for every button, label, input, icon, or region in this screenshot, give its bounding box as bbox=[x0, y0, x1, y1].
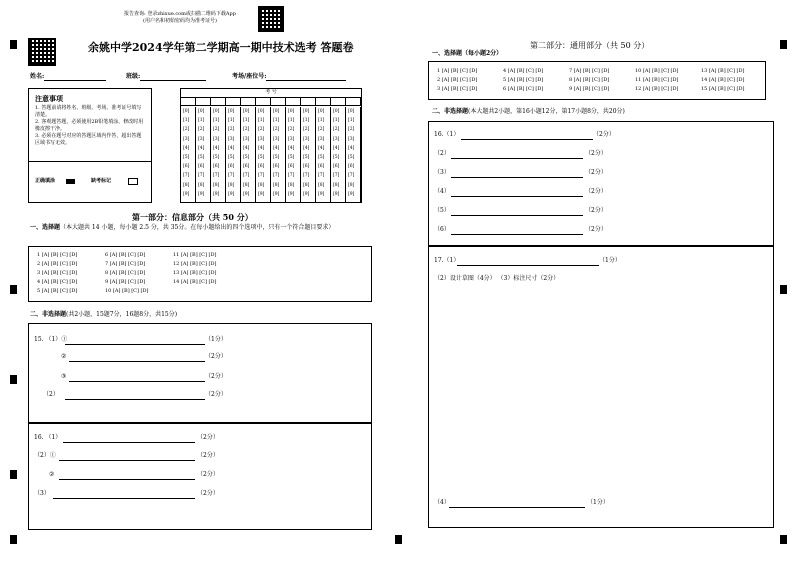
exam-number-grid[interactable] bbox=[180, 88, 362, 203]
name-field[interactable]: 姓名: bbox=[30, 73, 106, 81]
exam-digit-bubble[interactable]: [1] bbox=[333, 118, 340, 124]
exam-digit-bubble[interactable]: [8] bbox=[228, 182, 235, 188]
exam-digit-bubble[interactable]: [7] bbox=[228, 173, 235, 179]
exam-digit-column[interactable] bbox=[348, 107, 354, 199]
exam-digit-bubble[interactable]: [6] bbox=[183, 164, 190, 170]
p2-q16-answer-area[interactable] bbox=[428, 121, 774, 246]
exam-digit-bubble[interactable]: [8] bbox=[243, 182, 250, 188]
q15-answer-area[interactable] bbox=[28, 323, 372, 423]
choice-item[interactable]: 8 [A] [B] [C] [D] bbox=[569, 77, 610, 83]
part1-title: 第一部分：信息部分（共 50 分） bbox=[132, 212, 253, 222]
q16-1-label: 16. （1） bbox=[34, 434, 62, 441]
choice-item[interactable]: 12 [A] [B] [C] [D] bbox=[173, 261, 217, 267]
exam-digit-bubble[interactable]: [9] bbox=[213, 191, 220, 197]
choice-item[interactable]: 14 [A] [B] [C] [D] bbox=[701, 77, 745, 83]
exam-digit-bubble[interactable]: [0] bbox=[333, 109, 340, 114]
exam-digit-column[interactable] bbox=[228, 107, 234, 199]
q15-3-score: （2分） bbox=[205, 373, 227, 380]
choice-item[interactable]: 6 [A] [B] [C] [D] bbox=[503, 86, 544, 92]
choice-item[interactable]: 10 [A] [B] [C] [D] bbox=[105, 288, 149, 294]
exam-digit-bubble[interactable]: [5] bbox=[258, 155, 265, 161]
q16-2-line[interactable] bbox=[59, 460, 195, 461]
exam-digit-bubble[interactable]: [5] bbox=[228, 155, 235, 161]
exam-digit-bubble[interactable]: [9] bbox=[183, 191, 190, 197]
exam-number-label: 考 号 bbox=[181, 89, 361, 98]
exam-digit-bubble[interactable]: [7] bbox=[258, 173, 265, 179]
exam-digit-bubble[interactable]: [9] bbox=[348, 191, 355, 197]
exam-digit-bubble[interactable]: [1] bbox=[213, 118, 220, 124]
exam-digit-bubble[interactable]: [2] bbox=[243, 127, 250, 133]
choice-item[interactable]: 12 [A] [B] [C] [D] bbox=[635, 86, 679, 92]
exam-digit-bubble[interactable]: [4] bbox=[243, 145, 250, 151]
exam-digit-bubble[interactable]: [4] bbox=[198, 145, 205, 151]
q15-2-label: ② bbox=[61, 353, 67, 360]
exam-digit-bubble[interactable]: [2] bbox=[213, 127, 220, 133]
exam-digit-bubble[interactable]: [1] bbox=[318, 118, 325, 124]
exam-digit-bubble[interactable]: [4] bbox=[213, 145, 220, 151]
exam-digit-bubble[interactable]: [1] bbox=[228, 118, 235, 124]
exam-digit-bubble[interactable]: [6] bbox=[318, 164, 325, 170]
p2-q16-label: （3） bbox=[434, 169, 450, 176]
exam-digit-bubble[interactable]: [2] bbox=[333, 127, 340, 133]
exam-digit-bubble[interactable]: [2] bbox=[228, 127, 235, 133]
exam-digit-bubble[interactable]: [4] bbox=[183, 145, 190, 151]
p2-q16-score: （2分） bbox=[585, 188, 607, 195]
exam-digit-bubble[interactable]: [7] bbox=[183, 173, 190, 179]
exam-digit-bubble[interactable]: [5] bbox=[333, 155, 340, 161]
p2-q16-line[interactable] bbox=[451, 158, 583, 159]
exam-digit-column[interactable] bbox=[288, 107, 294, 199]
exam-digit-bubble[interactable]: [2] bbox=[273, 127, 280, 133]
exam-digit-bubble[interactable]: [1] bbox=[288, 118, 295, 124]
exam-digit-bubble[interactable]: [3] bbox=[303, 136, 310, 142]
correct-fill-label: 正确填涂 bbox=[35, 178, 56, 184]
p2-q16-line[interactable] bbox=[451, 234, 583, 235]
exam-digit-bubble[interactable]: [8] bbox=[258, 182, 265, 188]
exam-digit-bubble[interactable]: [2] bbox=[288, 127, 295, 133]
choice-item[interactable]: 8 [A] [B] [C] [D] bbox=[105, 270, 146, 276]
exam-digit-bubble[interactable]: [9] bbox=[198, 191, 205, 197]
timing-mark bbox=[10, 375, 17, 384]
choice-item[interactable]: 1 [A] [B] [C] [D] bbox=[437, 68, 478, 74]
exam-digit-bubble[interactable]: [8] bbox=[183, 182, 190, 188]
exam-digit-bubble[interactable]: [5] bbox=[273, 155, 280, 161]
exam-digit-bubble[interactable]: [5] bbox=[348, 155, 355, 161]
exam-digit-bubble[interactable]: [7] bbox=[318, 173, 325, 179]
p2-q16-label: （2） bbox=[434, 150, 450, 157]
choice-item[interactable]: 2 [A] [B] [C] [D] bbox=[37, 261, 78, 267]
q15-3-line[interactable] bbox=[69, 381, 205, 382]
exam-digit-column[interactable] bbox=[273, 107, 279, 199]
choice-item[interactable]: 7 [A] [B] [C] [D] bbox=[105, 261, 146, 267]
q15-2-score: （2分） bbox=[205, 353, 227, 360]
part2-nonchoice-title: 二、非选择题(本大题共2小题，第16小题12分，第17小题8分，共20分) bbox=[432, 108, 625, 115]
exam-digit-bubble[interactable]: [5] bbox=[288, 155, 295, 161]
choice-item[interactable]: 4 [A] [B] [C] [D] bbox=[503, 68, 544, 74]
q16-4-label: （3） bbox=[34, 490, 50, 497]
exam-digit-bubble[interactable]: [7] bbox=[303, 173, 310, 179]
exam-digit-bubble[interactable]: [3] bbox=[348, 136, 355, 142]
exam-digit-column[interactable] bbox=[258, 107, 264, 199]
timing-mark bbox=[780, 285, 787, 294]
exam-digit-bubble[interactable]: [6] bbox=[333, 164, 340, 170]
choice-item[interactable]: 11 [A] [B] [C] [D] bbox=[173, 252, 217, 258]
q16-1-score: （2分） bbox=[197, 434, 219, 441]
notice-list: 1. 答题前请将姓名、班级、考场、准考证号填写清楚。 2. 客观题答题，必须使用2B铅笔填涂，修改时用橡皮擦干净。 3. 必须在题号对应的答题区域内作答，超出答题区域书写无效。 bbox=[35, 105, 144, 146]
notice-box bbox=[28, 88, 152, 203]
exam-digit-bubble[interactable]: [7] bbox=[243, 173, 250, 179]
exam-digit-bubble[interactable]: [1] bbox=[258, 118, 265, 124]
q16-3-line[interactable] bbox=[59, 479, 195, 480]
absent-label: 缺考标记 bbox=[91, 178, 112, 184]
q17-1-line[interactable] bbox=[457, 265, 599, 266]
part2-title: 第二部分：通用部分（共 50 分） bbox=[530, 41, 650, 50]
exam-digit-bubble[interactable]: [9] bbox=[273, 191, 280, 197]
p2-q16-line[interactable] bbox=[451, 215, 583, 216]
exam-digit-bubble[interactable]: [8] bbox=[333, 182, 340, 188]
part1-choice-area[interactable] bbox=[28, 246, 372, 302]
exam-digit-bubble[interactable]: [1] bbox=[198, 118, 205, 124]
exam-digit-bubble[interactable]: [7] bbox=[333, 173, 340, 179]
exam-digit-bubble[interactable]: [7] bbox=[198, 173, 205, 179]
room-field[interactable]: 考场/座位号: bbox=[232, 73, 346, 81]
p2-q17-answer-area[interactable] bbox=[428, 246, 774, 528]
exam-digit-bubble[interactable]: [6] bbox=[258, 164, 265, 170]
exam-digit-bubble[interactable]: [8] bbox=[273, 182, 280, 188]
exam-digit-bubble[interactable]: [8] bbox=[198, 182, 205, 188]
exam-digit-bubble[interactable]: [0] bbox=[228, 109, 235, 114]
choice-item[interactable]: 2 [A] [B] [C] [D] bbox=[437, 77, 478, 83]
p2-q16-score: （2分） bbox=[585, 169, 607, 176]
exam-digit-column[interactable] bbox=[243, 107, 249, 199]
exam-digit-bubble[interactable]: [1] bbox=[303, 118, 310, 124]
exam-digit-bubble[interactable]: [2] bbox=[183, 127, 190, 133]
exam-digit-bubble[interactable]: [2] bbox=[198, 127, 205, 133]
exam-digit-bubble[interactable]: [4] bbox=[288, 145, 295, 151]
timing-mark bbox=[10, 40, 17, 49]
part1-nonchoice-title: 二、非选择题(共2小题，15题7分，16题8分，共15分) bbox=[30, 311, 178, 318]
exam-digit-bubble[interactable]: [0] bbox=[288, 109, 295, 114]
exam-digit-bubble[interactable]: [2] bbox=[318, 127, 325, 133]
p2-q16-score: （2分） bbox=[585, 150, 607, 157]
q16-2-label: （2）① bbox=[34, 452, 56, 459]
exam-digit-bubble[interactable]: [7] bbox=[273, 173, 280, 179]
timing-mark bbox=[395, 535, 402, 544]
p2-q16-score: （2分） bbox=[585, 207, 607, 214]
exam-digit-bubble[interactable]: [3] bbox=[198, 136, 205, 142]
timing-mark bbox=[10, 535, 17, 544]
exam-digit-column[interactable] bbox=[213, 107, 219, 199]
exam-digit-bubble[interactable]: [4] bbox=[228, 145, 235, 151]
q17-4-label: （4） bbox=[434, 499, 450, 506]
exam-digit-bubble[interactable]: [3] bbox=[333, 136, 340, 142]
p2-q16-label: （4） bbox=[434, 188, 450, 195]
choice-item[interactable]: 5 [A] [B] [C] [D] bbox=[503, 77, 544, 83]
choice-item[interactable]: 9 [A] [B] [C] [D] bbox=[569, 86, 610, 92]
part2-choice-area[interactable] bbox=[428, 61, 766, 100]
q16-4-line[interactable] bbox=[53, 498, 195, 499]
exam-digit-bubble[interactable]: [5] bbox=[198, 155, 205, 161]
q15-1-score: （1分） bbox=[205, 336, 227, 343]
timing-mark bbox=[10, 285, 17, 294]
exam-digit-bubble[interactable]: [0] bbox=[348, 109, 355, 114]
exam-digit-bubble[interactable]: [3] bbox=[288, 136, 295, 142]
exam-digit-bubble[interactable]: [8] bbox=[348, 182, 355, 188]
exam-digit-bubble[interactable]: [6] bbox=[288, 164, 295, 170]
exam-digit-bubble[interactable]: [5] bbox=[303, 155, 310, 161]
choice-item[interactable]: 11 [A] [B] [C] [D] bbox=[635, 77, 679, 83]
choice-item[interactable]: 7 [A] [B] [C] [D] bbox=[569, 68, 610, 74]
exam-digit-bubble[interactable]: [3] bbox=[183, 136, 190, 142]
q17-1-label: 17.（1） bbox=[434, 257, 460, 264]
p2-q16-line[interactable] bbox=[461, 139, 593, 140]
exam-digit-bubble[interactable]: [0] bbox=[303, 109, 310, 114]
choice-item[interactable]: 9 [A] [B] [C] [D] bbox=[105, 279, 146, 285]
q16-2-score: （2分） bbox=[197, 452, 219, 459]
exam-digit-bubble[interactable]: [6] bbox=[198, 164, 205, 170]
q17-4-line[interactable] bbox=[449, 507, 585, 508]
exam-digit-bubble[interactable]: [9] bbox=[303, 191, 310, 197]
correct-fill-sample bbox=[66, 179, 75, 184]
app-qr-code bbox=[258, 6, 284, 32]
exam-digit-bubble[interactable]: [0] bbox=[183, 109, 190, 114]
exam-digit-bubble[interactable]: [1] bbox=[273, 118, 280, 124]
exam-digit-bubble[interactable]: [4] bbox=[258, 145, 265, 151]
p2-q16-line[interactable] bbox=[451, 177, 583, 178]
choice-item[interactable]: 14 [A] [B] [C] [D] bbox=[173, 279, 217, 285]
absent-checkbox[interactable] bbox=[128, 178, 138, 185]
timing-mark bbox=[780, 535, 787, 544]
exam-digit-bubble[interactable]: [8] bbox=[318, 182, 325, 188]
exam-digit-bubble[interactable]: [1] bbox=[183, 118, 190, 124]
choice-item[interactable]: 15 [A] [B] [C] [D] bbox=[701, 86, 745, 92]
q16-3-label: ② bbox=[49, 471, 55, 478]
choice-item[interactable]: 4 [A] [B] [C] [D] bbox=[37, 279, 78, 285]
exam-digit-column[interactable] bbox=[183, 107, 189, 199]
exam-digit-bubble[interactable]: [4] bbox=[333, 145, 340, 151]
exam-digit-bubble[interactable]: [0] bbox=[243, 109, 250, 114]
exam-digit-bubble[interactable]: [6] bbox=[213, 164, 220, 170]
q15-4-line[interactable] bbox=[65, 399, 205, 400]
exam-digit-bubble[interactable]: [5] bbox=[243, 155, 250, 161]
timing-mark bbox=[10, 470, 17, 479]
exam-digit-bubble[interactable]: [2] bbox=[303, 127, 310, 133]
exam-digit-column[interactable] bbox=[198, 107, 204, 199]
exam-digit-bubble[interactable]: [4] bbox=[273, 145, 280, 151]
exam-digit-bubble[interactable]: [8] bbox=[213, 182, 220, 188]
exam-digit-bubble[interactable]: [8] bbox=[303, 182, 310, 188]
exam-digit-bubble[interactable]: [5] bbox=[213, 155, 220, 161]
exam-digit-bubble[interactable]: [6] bbox=[228, 164, 235, 170]
exam-digit-bubble[interactable]: [7] bbox=[348, 173, 355, 179]
part2-choice-title: 一、选择题（每小题2分） bbox=[432, 50, 503, 57]
notice-title: 注意事项 bbox=[35, 94, 63, 103]
p2-q16-line[interactable] bbox=[451, 196, 583, 197]
exam-digit-bubble[interactable]: [7] bbox=[213, 173, 220, 179]
q15-4-score: （2分） bbox=[205, 391, 227, 398]
choice-item[interactable]: 13 [A] [B] [C] [D] bbox=[701, 68, 745, 74]
choice-item[interactable]: 6 [A] [B] [C] [D] bbox=[105, 252, 146, 258]
q16-4-score: （2分） bbox=[197, 490, 219, 497]
exam-digit-bubble[interactable]: [0] bbox=[273, 109, 280, 114]
page-title: 余姚中学2024学年第二学期高一期中技术选考 答题卷 bbox=[88, 41, 354, 54]
p2-q16-score: （2分） bbox=[593, 131, 615, 138]
choice-item[interactable]: 5 [A] [B] [C] [D] bbox=[37, 288, 78, 294]
exam-digit-bubble[interactable]: [6] bbox=[243, 164, 250, 170]
exam-digit-bubble[interactable]: [0] bbox=[198, 109, 205, 114]
exam-digit-bubble[interactable]: [3] bbox=[318, 136, 325, 142]
exam-digit-bubble[interactable]: [5] bbox=[183, 155, 190, 161]
p2-q16-score: （2分） bbox=[585, 226, 607, 233]
q17-2-3-label: （2）设计草图（4分） （3）标注尺寸（2分） bbox=[434, 275, 560, 282]
exam-digit-bubble[interactable]: [9] bbox=[258, 191, 265, 197]
exam-digit-bubble[interactable]: [3] bbox=[228, 136, 235, 142]
exam-digit-bubble[interactable]: [3] bbox=[258, 136, 265, 142]
q15-1-line[interactable] bbox=[65, 344, 205, 345]
choice-item[interactable]: 3 [A] [B] [C] [D] bbox=[437, 86, 478, 92]
exam-digit-bubble[interactable]: [9] bbox=[318, 191, 325, 197]
exam-digit-bubble[interactable]: [1] bbox=[348, 118, 355, 124]
p2-q16-label: （6） bbox=[434, 226, 450, 233]
exam-digit-bubble[interactable]: [8] bbox=[288, 182, 295, 188]
exam-digit-bubble[interactable]: [0] bbox=[318, 109, 325, 114]
q15-1-label: 15. （1）① bbox=[34, 336, 68, 343]
exam-digit-column[interactable] bbox=[333, 107, 339, 199]
choice-item[interactable]: 1 [A] [B] [C] [D] bbox=[37, 252, 78, 258]
sheet-qr-code bbox=[28, 38, 56, 66]
choice-item[interactable]: 3 [A] [B] [C] [D] bbox=[37, 270, 78, 276]
exam-digit-bubble[interactable]: [7] bbox=[288, 173, 295, 179]
p2-q16-label: （5） bbox=[434, 207, 450, 214]
exam-digit-bubble[interactable]: [6] bbox=[273, 164, 280, 170]
exam-digit-bubble[interactable]: [0] bbox=[258, 109, 265, 114]
exam-digit-bubble[interactable]: [3] bbox=[243, 136, 250, 142]
exam-digit-bubble[interactable]: [3] bbox=[213, 136, 220, 142]
exam-digit-bubble[interactable]: [9] bbox=[288, 191, 295, 197]
q15-3-label: ③ bbox=[61, 373, 67, 380]
header-note: 报告查询: 登录zhixue.com或扫描二维码下载App (用户名和初始密码均为准考证号) bbox=[124, 11, 236, 24]
choice-item[interactable]: 13 [A] [B] [C] [D] bbox=[173, 270, 217, 276]
exam-digit-column[interactable] bbox=[318, 107, 324, 199]
exam-digit-bubble[interactable]: [9] bbox=[228, 191, 235, 197]
exam-digit-bubble[interactable]: [6] bbox=[348, 164, 355, 170]
part1-choice-desc: 一、选择题（本大题共 14 小题，每小题 2.5 分，共 35分。在每小题给出的四个选项中，只有一个符合题目要求） bbox=[30, 224, 335, 231]
q16-answer-area[interactable] bbox=[28, 423, 372, 530]
exam-digit-bubble[interactable]: [2] bbox=[258, 127, 265, 133]
exam-digit-bubble[interactable]: [6] bbox=[303, 164, 310, 170]
q16-3-score: （2分） bbox=[197, 471, 219, 478]
q15-2-line[interactable] bbox=[69, 361, 205, 362]
exam-digit-bubble[interactable]: [5] bbox=[318, 155, 325, 161]
q15-4-label: （2） bbox=[43, 391, 59, 398]
exam-digit-bubble[interactable]: [2] bbox=[348, 127, 355, 133]
p2-q16-label: 16.（1） bbox=[434, 131, 460, 138]
exam-digit-column[interactable] bbox=[303, 107, 309, 199]
choice-item[interactable]: 10 [A] [B] [C] [D] bbox=[635, 68, 679, 74]
timing-mark bbox=[780, 40, 787, 49]
q17-4-score: （1分） bbox=[587, 499, 609, 506]
exam-digit-bubble[interactable]: [0] bbox=[213, 109, 220, 114]
q17-1-score: （1分） bbox=[599, 257, 621, 264]
exam-digit-bubble[interactable]: [4] bbox=[318, 145, 325, 151]
exam-digit-bubble[interactable]: [9] bbox=[243, 191, 250, 197]
q16-1-line[interactable] bbox=[63, 442, 195, 443]
exam-digit-bubble[interactable]: [1] bbox=[243, 118, 250, 124]
class-field[interactable]: 班级: bbox=[126, 73, 206, 81]
exam-digit-bubble[interactable]: [3] bbox=[273, 136, 280, 142]
exam-digit-bubble[interactable]: [4] bbox=[348, 145, 355, 151]
exam-digit-bubble[interactable]: [9] bbox=[333, 191, 340, 197]
exam-digit-bubble[interactable]: [4] bbox=[303, 145, 310, 151]
